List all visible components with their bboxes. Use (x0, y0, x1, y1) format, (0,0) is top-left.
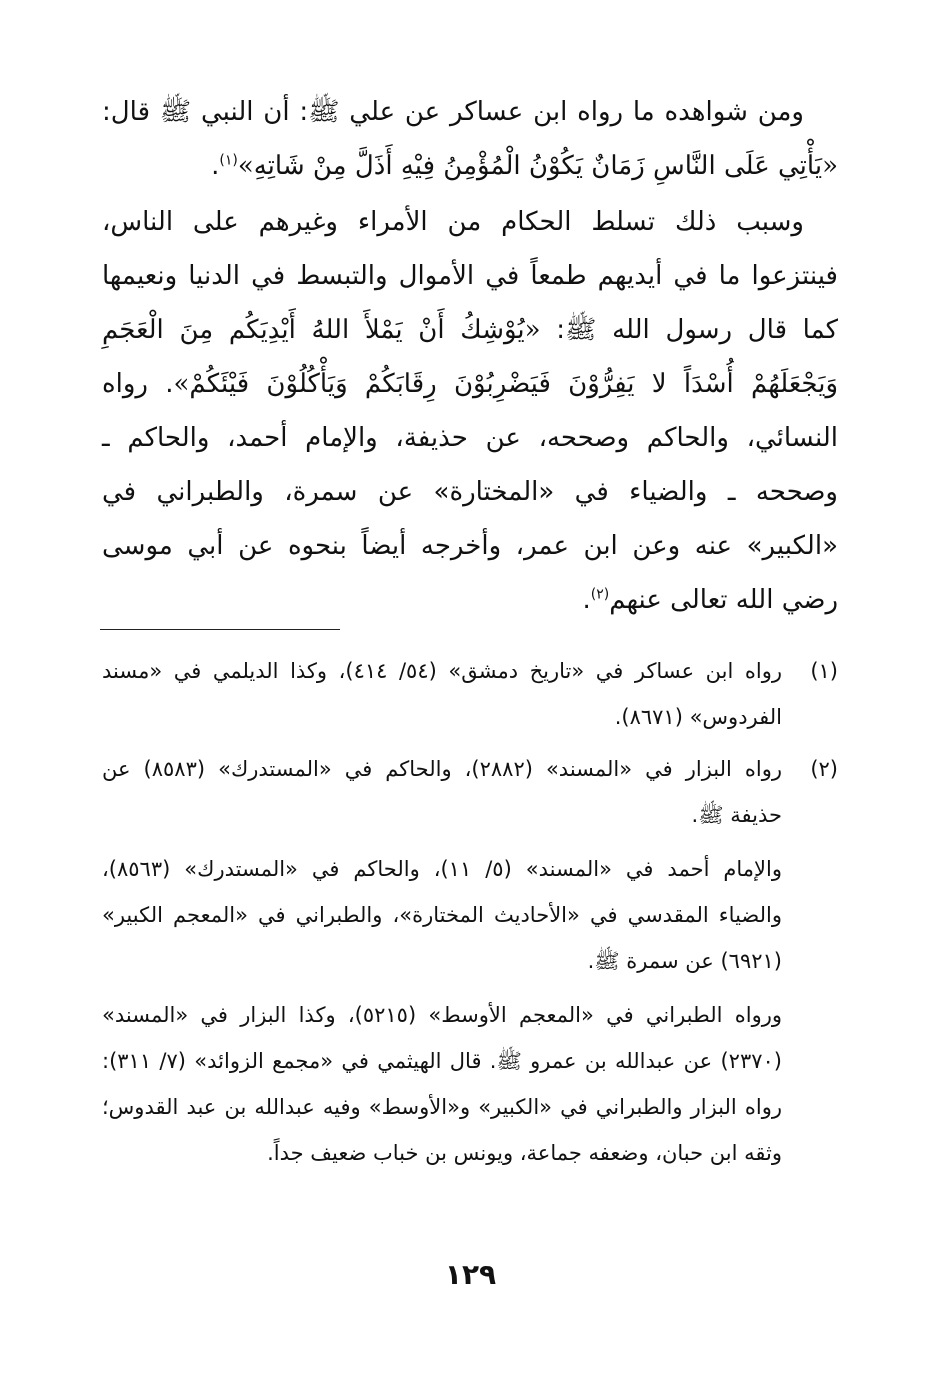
footnote-body (102, 746, 782, 1176)
footnotes (102, 648, 838, 1182)
page-number: ١٢٩ (444, 1258, 497, 1291)
footnote-2 (102, 746, 838, 1176)
footnote-separator (100, 629, 340, 630)
paragraph-2-text-b: . رواه النسائي، والحاكم وصححه، عن حذيفة، والإمام أحمد، والحاكم ـ وصححه ـ والضياء في «المختارة» عن سمرة، والطبراني في «الكبير» عنه وعن ابن عمر، وأخرجه أيضاً بنحوه عن أبي موسى رضي الله تعالى عنهم (102, 369, 838, 615)
hadith-quote-1: «يَأْتِي عَلَى النَّاسِ زَمَانٌ يَكُوْنُ الْمُؤْمِنُ فِيْهِ أَذَلَّ مِنْ شَاتِهِ» (237, 151, 838, 181)
footnote-ref-1[interactable]: (١) (219, 152, 238, 169)
footnote-1 (102, 648, 838, 740)
paragraph-1-end: . (211, 151, 220, 181)
footnote-ref-2[interactable]: (٢) (590, 586, 610, 603)
hadith-quote-2: «يُوْشِكُ أَنْ يَمْلأَ اللهُ أَيْدِيَكُم مِنَ الْعَجَمِ وَيَجْعَلَهُمْ أُسْدَاً لا يَفِرُّوْنَ فَيَضْرِبُوْنَ رِقَابَكُمْ وَيَأْكُلُوْنَ فَيْئَكُمْ» (102, 315, 838, 399)
paragraph-1-text: ومن شواهده ما رواه ابن عساكر عن علي ﷺ: أن النبي ﷺ قال: (102, 97, 804, 127)
footnote-number: (٢) (810, 757, 838, 781)
footnote-text: رواه ابن عساكر في «تاريخ دمشق» (٥٤/ ٤١٤)، وكذا الديلمي في «مسند الفردوس» (٨٦٧١). (102, 659, 782, 729)
main-text (102, 85, 838, 627)
footnote-text: ورواه الطبراني في «المعجم الأوسط» (٥٢١٥)، وكذا البزار في «المسند» (٢٣٧٠) عن عبدالله بن عمرو ﷺ. قال الهيثمي في «مجمع الزوائد» (٧/ ٣١١): رواه البزار والطبراني في «الكبير» و«الأوسط» وفيه عبدالله بن عبد القدوس؛ وثقه ابن حبان، وضعفه جماعة، ويونس بن خباب ضعيف جداً. (102, 1003, 782, 1165)
footnote-number: (١) (810, 659, 838, 683)
footnote-text: والإمام أحمد في «المسند» (٥/ ١١)، والحاكم في «المستدرك» (٨٥٦٣)، والضياء المقدسي في «الأحاديث المختارة»، والطبراني في «المعجم الكبير» (٦٩٢١) عن سمرة ﷺ. (102, 857, 782, 973)
paragraph-1 (102, 85, 838, 193)
footnote-body (102, 648, 782, 740)
paragraph-2-end: . (582, 585, 591, 615)
paragraph-2 (102, 195, 838, 627)
paragraph-2-text: وسبب ذلك تسلط الحكام من الأمراء وغيرهم على الناس، فينتزعوا ما في أيديهم طمعاً في الأموال والتبسط في الدنيا ونعيمها كما قال رسول الله ﷺ: (102, 207, 839, 345)
footnote-text: رواه البزار في «المسند» (٢٨٨٢)، والحاكم في «المستدرك» (٨٥٨٣) عن حذيفة ﷺ. (102, 757, 782, 827)
